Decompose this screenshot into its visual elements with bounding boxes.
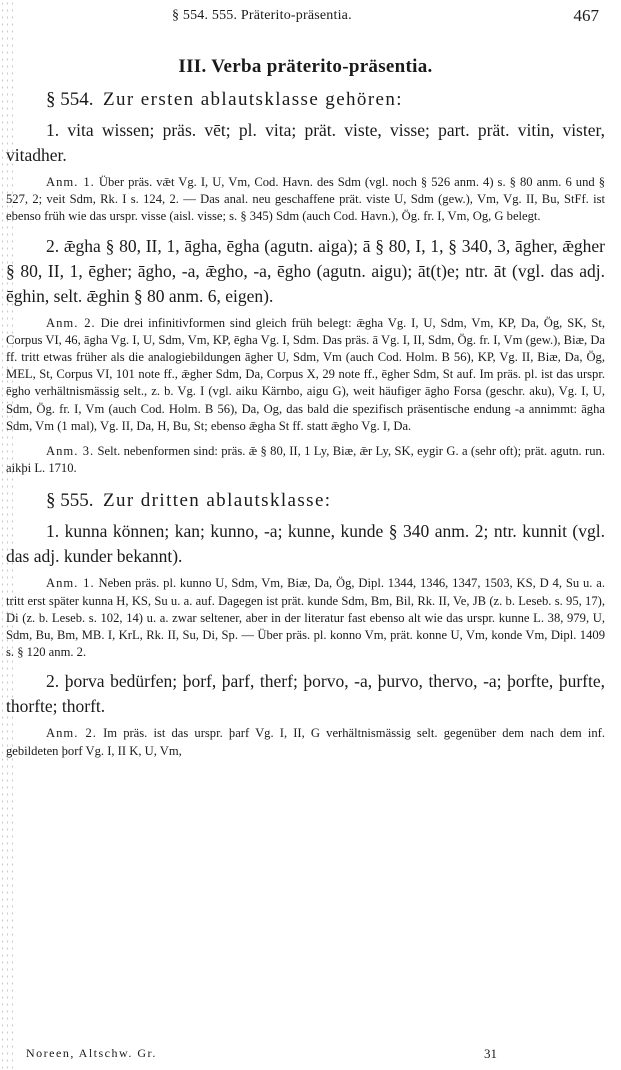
running-head-text: § 554. 555. Präterito-präsentia. — [172, 8, 352, 23]
part-title: III. Verba präterito-präsentia. — [178, 56, 433, 77]
note-label: Anm. 3. — [46, 444, 95, 459]
note — [6, 575, 605, 661]
running-head — [0, 6, 621, 28]
note — [6, 315, 605, 435]
note — [6, 174, 605, 226]
entry-aegha: 2. ǣgha § 80, II, 1, āgha, ēgha (agutn. aiga); ā § 80, I, 1, § 340, 3, āgher, ǣgher § 80, II, 1, ēgher; āgho, -a, ǣgho, -a, ēgho (agutn. aigu); āt(t)e; ntr. āt (vgl. das adj. ēghin, selt. ǣghin § 80 anm. 6, eigen). — [6, 235, 605, 306]
entry-thorva: 2. þorva bedürfen; þorf, þarf, therf; þorvo, -a, þurvo, thervo, -a; þorfte, þurfte, thorfte; thorft. — [6, 671, 605, 717]
entry-vita: 1. vita wissen; präs. vēt; pl. vita; prät. viste, visse; part. prät. vitin, vister, vitadher. — [6, 120, 605, 165]
signature-mark: 31 — [484, 1046, 497, 1061]
note-text: Im präs. ist das urspr. þarf Vg. I, II, G verhältnismässig selt. gegenüber dem nach dem inf. gebildeten þorf Vg. I, II K, U, Vm, — [6, 726, 605, 758]
section-title: Zur ersten ablautsklasse gehören: — [103, 89, 403, 110]
note-label: Anm. 1. — [46, 576, 95, 591]
note-text: Die drei infinitivformen sind gleich früh belegt: ǣgha Vg. I, U, Sdm, Vm, KP, Da, Ög, SK, St, Corpus VI, 46, āgha Vg. I, U, Sdm, Vm, KP, ēgha Vg. I, Sdm. Das präs. ā Vg. I, II, Sdm, Ög. fr. I, Vm (gew.), Biæ, Da ff. tritt etwas früher als die analogiebildungen āgher U, Sdm, Vm (auch Cod. Holm. B 56), KP, Vg. II, Biæ, Da, Ög, MEL, St, Corpus VI, 101 note ff., ǣgher Sdm, Da, Corpus X, 29 note ff., ēgher Sdm, St auf. Im präs. pl. ist das urspr. ēgho verhältnismässig selt., z. b. Vg. I (vgl. aiku Kärnbo, aigu G), weit häufiger āgho Forsa (geschr. aku), Vg. I, U, Sdm, Ög. fr. I, Vm (auch Cod. Holm. B 56), Da, Og, das bald die spezifisch präsentische endung -a annimmt: āgha Sdm, Vm (1 mal), Vg. II, Da, H, Bu, St; ebenso ǣgha St ff. statt ǣgho Vg. I, Da. — [6, 315, 605, 433]
section-title: Zur dritten ablautsklasse: — [103, 490, 332, 512]
note-text: Neben präs. pl. kunno U, Sdm, Vm, Biæ, Da, Ög, Dipl. 1344, 1346, 1347, 1503, KS, D 4, Su u. a. tritt erst später kunna H, KS, Su u. a. auf. Dagegen ist prät. kunde Sdm, Bm, Bil, Rk. II, Ve, JB (z. b. Leseb. s. 95, 17), Di (z. b. Leseb. s. 102, 14) u. a. zwar seltener, aber in der literatur fast ebenso alt wie das urspr. kunne L. 38, 979, U, Sdm, Bu, Bm, MB. I, KrL, Rk. II, Su, Di, Sp. — Über präs. pl. konno Vm, prät. konne U, Vm, konde Vm, Dipl. 1409 s. § 120 anm. 2. — [6, 576, 605, 660]
section-number: § 555. — [46, 490, 94, 512]
note — [6, 725, 605, 759]
section-heading-555 — [46, 489, 605, 513]
section-heading-554 — [46, 88, 605, 112]
entry-kunna: 1. kunna können; kan; kunno, -a; kunne, kunde § 340 anm. 2; ntr. kunnit (vgl. das adj. kunder bekannt). — [6, 521, 605, 567]
page-footer — [0, 1046, 621, 1066]
note — [6, 443, 605, 477]
note-label: Anm. 1. — [46, 175, 95, 189]
page-number: 467 — [573, 6, 599, 25]
note-text: Über präs. vǣt Vg. I, U, Vm, Cod. Havn. des Sdm (vgl. noch § 526 anm. 4) s. § 80 anm. 6 und § 527, 2; veit Sdm, Rk. I s. 124, 2. — Das anal. neu geschaffene prät. viste U, Sdm (gew.), Vm, Vg. II, Bu, StFf. ist ebenso früh wie das urspr. visse (aisl. visse; s. § 345) Sdm (auch Cod. Havn.), Ög. fr. I, Vm, Og, G belegt. — [6, 175, 606, 224]
page-body — [6, 56, 605, 768]
footer-author: Noreen, Altschw. Gr. — [26, 1046, 157, 1060]
section-number: § 554. — [46, 89, 94, 110]
note-text: Selt. nebenformen sind: präs. ǣ § 80, II, 1 Ly, Biæ, ǣr Ly, SK, eygir G. a (sehr oft); prät. agutn. run. aikþi L. 1710. — [6, 444, 605, 476]
note-label: Anm. 2. — [46, 726, 97, 741]
note-label: Anm. 2. — [46, 315, 96, 330]
